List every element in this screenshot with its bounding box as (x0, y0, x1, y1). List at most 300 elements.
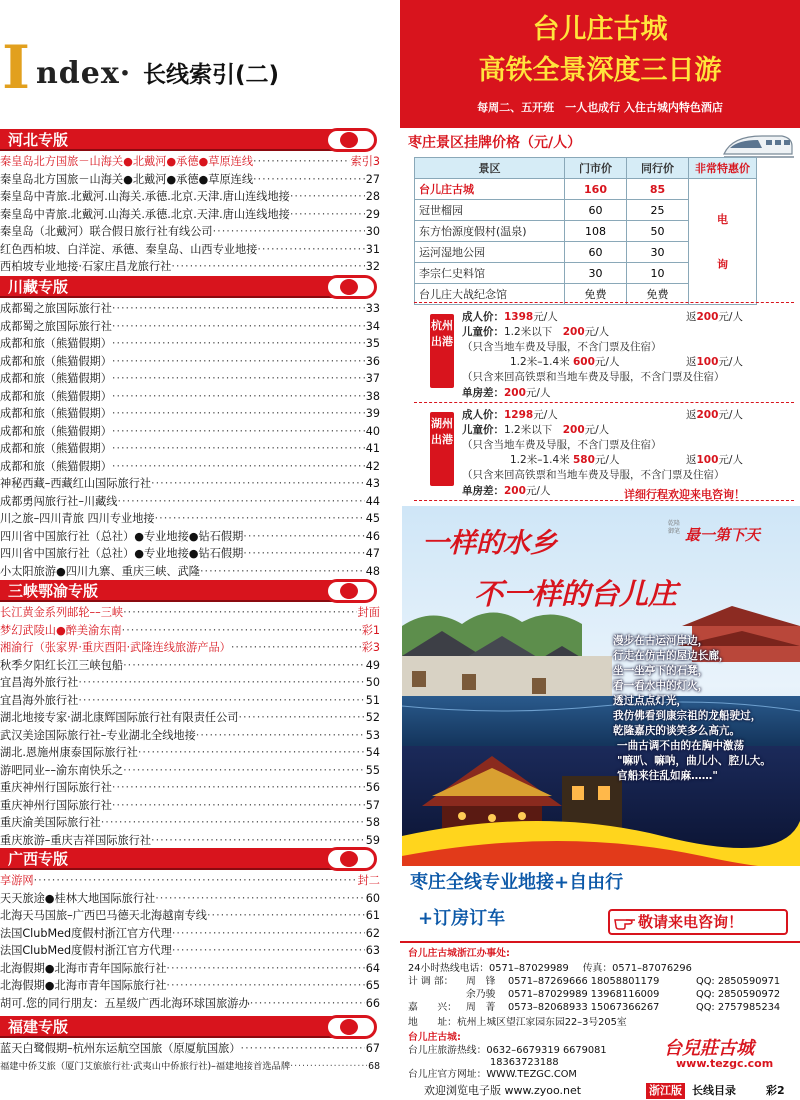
retail-price: 60 (565, 242, 627, 263)
index-entry[interactable] (0, 423, 380, 440)
index-entry[interactable] (0, 353, 380, 370)
index-title-cn: 长线索引(二) (143, 62, 280, 88)
entry-title: 游吧同业––渝东南快乐之 (0, 763, 124, 777)
entry-page: 封面 (357, 606, 380, 619)
index-entry[interactable] (0, 779, 380, 796)
note-a: （只含当地车费及导服，不含门票及住宿） (462, 341, 662, 353)
unit: 元/人 (718, 356, 743, 368)
index-entry[interactable] (0, 171, 380, 188)
index-entry[interactable] (0, 510, 380, 527)
child-price-line-a (462, 423, 609, 437)
child-height-b: 1.2米–1.4米 (510, 356, 570, 368)
entry-page: 51 (365, 693, 380, 707)
official-site (408, 1069, 577, 1081)
entry-title: 湖北地接专家·湖北康辉国际旅行社有限责任公司 (0, 711, 239, 724)
entry-leader (151, 475, 365, 492)
section-dot-icon (340, 851, 358, 867)
hotline-label: 24小时热线电话： (408, 963, 490, 974)
city-hotline (408, 1045, 607, 1057)
entry-page: 索引3 (350, 155, 380, 168)
city-hotline-label: 台儿庄旅游热线： (408, 1045, 487, 1056)
poem-line: 行走在仿古的屋边长廊， (613, 650, 730, 662)
entry-leader (200, 563, 365, 580)
index-entry[interactable] (0, 797, 380, 814)
entry-title: 福建中侨艾旅（厦门艾旅旅行社·武夷山中侨旅行社)–福建地接首选品牌 (0, 1060, 291, 1072)
index-entry[interactable] (0, 657, 380, 674)
single-supplement: 200 (504, 485, 526, 497)
poem-line: 坐一坐亭下的石凳， (613, 665, 709, 677)
unit: 元/人 (718, 311, 743, 323)
index-entry[interactable] (0, 907, 380, 924)
banner-subtitle-main: 高铁全景深度三日游 (478, 55, 722, 86)
entry-title: 秋季夕阳红长江三峡包船 (0, 658, 124, 672)
entry-page: 45 (365, 512, 380, 525)
entry-title: 成都和旅（熊猫假期） (0, 354, 112, 368)
index-word: ndex· (36, 56, 132, 91)
entry-page: 67 (365, 1042, 380, 1055)
entry-leader (290, 206, 365, 223)
entry-title: 重庆旅游–重庆吉祥国际旅行社 (0, 833, 152, 847)
index-entry[interactable] (0, 872, 380, 889)
index-entry[interactable] (0, 545, 380, 562)
calligraphy-stamp: 乾隆御笔 (668, 520, 681, 535)
adult-label: 成人价： (462, 311, 504, 323)
entry-leader (290, 188, 365, 205)
peer-price: 25 (627, 200, 689, 221)
entry-title: 享游网 (0, 874, 34, 887)
index-entry[interactable] (0, 890, 380, 907)
dashed-divider (414, 302, 794, 303)
index-entry[interactable] (0, 388, 380, 405)
unit: 元/人 (533, 311, 558, 323)
entry-leader (112, 353, 365, 370)
scenic-name: 台儿庄大战纪念馆 (415, 284, 565, 305)
index-title (0, 33, 388, 103)
entry-title: 小太阳旅游●四川九寨、重庆三峡、武隆 (0, 564, 200, 578)
entry-title: 天天旅途●桂林大地国际旅行社 (0, 891, 156, 905)
entry-page: 56 (365, 781, 380, 794)
entry-leader (122, 622, 361, 639)
tagline-2: +订房订车 (418, 908, 506, 929)
index-entry[interactable] (0, 188, 380, 205)
entry-title: 四川省中国旅行社（总社）●专业地接●钻石假期 (0, 529, 244, 543)
contact-role: 计 调 部： (408, 976, 454, 987)
scenic-name: 李宗仁史料馆 (415, 263, 565, 284)
entry-title: 成都蜀之旅国际旅行社 (0, 319, 112, 333)
site-url[interactable]: WWW.TEZGC.COM (486, 1069, 577, 1080)
index-entry[interactable] (0, 925, 380, 942)
entry-title: 北海假期●北海市青年国际旅行社 (0, 979, 167, 992)
address-label: 地 址： (408, 1017, 457, 1028)
adult-price-line (462, 408, 792, 422)
unit: 元/人 (533, 409, 558, 421)
index-entry[interactable] (0, 727, 380, 744)
entry-title: 梦幻武陵山●醉美渝东南 (0, 623, 122, 637)
entry-title: 重庆神州行国际旅行社 (0, 798, 112, 812)
retail-price: 30 (565, 263, 627, 284)
entry-page: 35 (365, 337, 380, 350)
entry-leader (166, 960, 364, 977)
departure-tag: 杭州出港 (430, 314, 454, 388)
contact-qq: QQ: 2850590972 (696, 989, 781, 1000)
refund-label: 返 (686, 409, 697, 421)
slogan-line-1: 一样的水乡 (422, 528, 557, 559)
poem-line: "嘛叭、嘛呐，曲儿小、腔儿大。 (617, 755, 771, 767)
brand-logo: 台兒莊古城 (664, 1038, 754, 1059)
entry-page: 53 (365, 728, 380, 742)
brand-url[interactable]: www.tezgc.com (676, 1057, 774, 1070)
unit: 元/人 (594, 454, 620, 466)
hotline-number: 0571–87029989 (489, 963, 569, 974)
child-height-b: 1.2米–1.4米 (510, 454, 570, 466)
entry-page: 37 (365, 372, 380, 385)
entry-page: 55 (365, 763, 380, 777)
section-dot-icon (340, 279, 358, 295)
index-entry[interactable] (0, 153, 380, 170)
entry-title: 蓝天白鹭假期–杭州东运航空国旅（原厦航国旅） (0, 1042, 241, 1055)
peer-price: 30 (627, 242, 689, 263)
edition-badge: 浙江版 (646, 1083, 685, 1099)
entry-page: 68 (368, 1060, 380, 1072)
note-b: （只含来回高铁票和当地车费及导服，不含门票及住宿） (462, 469, 725, 481)
entry-leader (243, 528, 364, 545)
index-entry[interactable] (0, 1058, 380, 1075)
entry-page: 43 (365, 477, 380, 490)
entry-title: 四川省中国旅行社（总社）●专业地接●钻石假期 (0, 547, 244, 560)
entry-title: 神秘西藏–西藏红山国际旅行社 (0, 477, 152, 490)
entry-title: 成都和旅（熊猫假期） (0, 337, 112, 350)
entry-title: 北海假期●北海市青年国际旅行社 (0, 961, 167, 975)
tour-ad (400, 0, 800, 1100)
adult-price: 1298 (504, 409, 534, 421)
page-number: 彩2 (766, 1084, 785, 1097)
entry-page: 62 (365, 926, 380, 940)
entry-leader (138, 744, 365, 761)
index-entry[interactable] (0, 405, 380, 422)
index-entry[interactable] (0, 709, 380, 726)
entry-leader (123, 604, 357, 621)
contact-phone: 0573–82068933 15067366267 (508, 1002, 660, 1013)
entry-page: 52 (365, 711, 380, 724)
column-header: 同行价 (627, 158, 689, 179)
index-entry[interactable] (0, 942, 380, 959)
special-price-call (689, 179, 757, 305)
fax-number: 0571–87076296 (612, 963, 692, 974)
index-entry[interactable] (0, 832, 380, 849)
contact-name: 周 菁 (466, 1002, 496, 1013)
entry-page: 27 (365, 172, 380, 186)
entry-leader (112, 370, 365, 387)
footer-text: 欢迎浏览电子版 www.zyoo.net (424, 1084, 582, 1097)
contact-qq: QQ: 2850590971 (696, 976, 781, 987)
address-value: 杭州上城区望江家园东园22–3号205室 (456, 1017, 627, 1028)
entry-title: 成都和旅（熊猫假期） (0, 442, 112, 455)
entry-leader (151, 832, 365, 849)
entry-title: 重庆渝美国际旅行社 (0, 816, 101, 829)
entry-page: 39 (365, 407, 380, 420)
entry-leader (112, 423, 365, 440)
scenic-name: 运河湿地公园 (415, 242, 565, 263)
child-label: 儿童价： (462, 424, 504, 436)
poem-line: 透过点点灯光， (613, 695, 688, 707)
index-entry[interactable] (0, 692, 380, 709)
contact-qq: QQ: 2757985234 (696, 1002, 781, 1013)
price-table-header (415, 158, 757, 179)
entry-title: 长江黄金系列邮轮––三峡 (0, 606, 124, 619)
scenic-name: 冠世榴园 (415, 200, 565, 221)
single-supplement-line (462, 484, 550, 498)
entry-leader (112, 440, 365, 457)
entry-leader (243, 545, 364, 562)
entry-page: 30 (365, 225, 380, 238)
unit: 元/人 (718, 409, 743, 421)
index-entry[interactable] (0, 241, 380, 258)
column-header: 门市价 (565, 158, 627, 179)
entry-leader (239, 709, 365, 726)
entry-leader (241, 1040, 365, 1057)
poem-line: 一曲古调不由的在胸中激荡 (617, 740, 745, 752)
consult-badge: 敬请来电咨询！ (608, 909, 788, 935)
entry-leader (253, 171, 365, 188)
index-entry[interactable] (0, 977, 380, 994)
entry-leader (123, 657, 365, 674)
entry-title: 湘渝行（张家界·重庆酉阳·武隆连线旅游产品） (0, 641, 231, 654)
entry-title: 秦皇岛北方国旅－山海关●北戴河●承德●草原连线 (0, 172, 254, 186)
entry-page: 63 (365, 944, 380, 957)
scenic-name: 东方怡源度假村(温泉) (415, 221, 565, 242)
hotline (408, 963, 692, 975)
entry-leader (171, 258, 364, 275)
section-dot-icon (340, 132, 358, 148)
entry-page: 42 (365, 459, 380, 473)
child-height-a: 1.2米以下 (504, 326, 553, 338)
entry-page: 32 (365, 260, 380, 273)
index-entry[interactable] (0, 622, 380, 639)
office-address (408, 1017, 627, 1029)
entry-page: 44 (365, 494, 380, 508)
entry-leader (290, 1058, 367, 1075)
adult-refund-value: 200 (696, 409, 719, 421)
child-price-line-b (510, 453, 788, 467)
departure-tag: 湖州出港 (430, 412, 454, 486)
price-row (415, 179, 757, 200)
entry-leader (78, 674, 364, 691)
entry-title: 成都和旅（熊猫假期） (0, 407, 112, 420)
entry-leader (207, 907, 365, 924)
call-char-2: 询 (717, 257, 728, 271)
entry-page: 34 (365, 319, 380, 333)
index-initial: I (2, 33, 31, 103)
unit: 元/人 (594, 356, 620, 368)
adult-price-line (462, 310, 792, 324)
contact-role: 嘉 兴： (408, 1002, 457, 1013)
fax-label: 传真： (582, 963, 613, 974)
entry-title: 秦皇岛中青旅.北戴河.山海关.承德.北京.天津.唐山连线地接 (0, 207, 290, 221)
entry-leader (112, 405, 365, 422)
child-height-a: 1.2米以下 (504, 424, 553, 436)
slogan-line-2: 不一样的台儿庄 (474, 577, 678, 611)
poem-line: 乾隆嘉庆的谈笑多么高亢。 (613, 725, 741, 737)
price-heading: 枣庄景区挂牌价格（元/人） (408, 135, 582, 151)
index-entry[interactable] (0, 318, 380, 335)
peer-price: 85 (627, 179, 689, 200)
adult-refund (686, 310, 743, 324)
index-entry[interactable] (0, 563, 380, 580)
section-title: 三峡鄂渝专版 (8, 582, 99, 600)
entry-page: 48 (365, 564, 380, 578)
entry-page: 28 (365, 190, 380, 203)
scenic-name: 台儿庄古城 (415, 179, 565, 200)
child-refund (686, 355, 743, 369)
index-entry[interactable] (0, 335, 380, 352)
site-label: 台儿庄官方网址： (408, 1069, 487, 1080)
child-price-b: 580 (573, 454, 595, 466)
entry-page: 49 (365, 658, 380, 672)
section-header (0, 848, 380, 870)
pointing-hand-icon (614, 914, 636, 930)
entry-page: 57 (365, 798, 380, 812)
section-title: 川藏专版 (8, 278, 69, 296)
index-entry[interactable] (0, 458, 380, 475)
poem-line: 我仿佛看到康宗祖的龙船驶过， (613, 710, 762, 722)
index-entry[interactable] (0, 370, 380, 387)
child-price-line-b (510, 355, 788, 369)
entry-page: 封二 (357, 874, 380, 887)
entry-title: 红色西柏坡、白洋淀、承德、秦皇岛、山西专业地接 (0, 242, 258, 256)
entry-leader (112, 300, 365, 317)
section-header (0, 580, 380, 602)
index-entry[interactable] (0, 528, 380, 545)
entry-title: 法国ClubMed度假村浙江官方代理 (0, 926, 172, 940)
entry-page: 59 (365, 833, 380, 847)
index-entry[interactable] (0, 814, 380, 831)
entry-page: 46 (365, 529, 380, 543)
unit: 元/人 (718, 454, 743, 466)
entry-leader (112, 388, 365, 405)
section-title: 河北专版 (8, 131, 69, 149)
entry-leader (34, 872, 357, 889)
entry-title: 胡可.您的同行朋友：五星级广西北海环球国旅游办 (0, 996, 250, 1010)
entry-leader (172, 925, 365, 942)
entry-leader (123, 762, 365, 779)
entry-title: 宜昌海外旅行社 (0, 693, 79, 707)
index-entry[interactable] (0, 604, 380, 621)
retail-price: 免费 (565, 284, 627, 305)
section-header (0, 1016, 380, 1038)
section-dot-icon (340, 583, 358, 599)
index-entry[interactable] (0, 493, 380, 510)
index-entry[interactable] (0, 762, 380, 779)
entry-page: 50 (365, 676, 380, 689)
index-entry[interactable] (0, 674, 380, 691)
index-entry[interactable] (0, 639, 380, 656)
entry-leader (155, 510, 365, 527)
single-supplement: 200 (504, 387, 526, 399)
entry-title: 川之旅–四川青旅 四川专业地接 (0, 512, 155, 525)
footer-section: 长线目录 (692, 1084, 736, 1097)
price-table (414, 157, 757, 305)
child-price-a: 200 (562, 326, 585, 338)
child-price-line-a (462, 325, 609, 339)
entry-title: 成都和旅（熊猫假期） (0, 389, 112, 403)
city-mobile: 18363723188 (490, 1057, 559, 1068)
peer-price: 10 (627, 263, 689, 284)
unit: 元/人 (525, 485, 551, 497)
child-price-b: 600 (573, 356, 595, 368)
index-entry[interactable] (0, 995, 380, 1012)
entry-page: 33 (365, 302, 380, 315)
city-hotline-number: 0632–6679319 6679081 (486, 1045, 607, 1056)
entry-leader (112, 779, 365, 796)
index-entry[interactable] (0, 300, 380, 317)
entry-page: 61 (365, 909, 380, 922)
entry-title: 成都和旅（熊猫假期） (0, 424, 112, 438)
entry-title: 成都和旅（熊猫假期） (0, 459, 112, 473)
entry-leader (78, 692, 364, 709)
entry-page: 58 (365, 816, 380, 829)
ad-banner (400, 0, 800, 128)
entry-page: 54 (365, 746, 380, 759)
entry-page: 31 (365, 242, 380, 256)
entry-title: 法国ClubMed度假村浙江官方代理 (0, 944, 172, 957)
page-footer (416, 1082, 800, 1100)
index-entry[interactable] (0, 258, 380, 275)
poem-line: 官船来往乱如麻……" (617, 770, 718, 782)
city-heading: 台儿庄古城: (408, 1032, 461, 1043)
single-supplement-line (462, 386, 550, 400)
contact-phone: 0571–87029989 13968116009 (508, 989, 660, 1000)
contact-name: 周 锋 (466, 976, 496, 987)
index-entry[interactable] (0, 223, 380, 240)
retail-price: 60 (565, 200, 627, 221)
entry-leader (112, 458, 365, 475)
entry-leader (166, 977, 364, 994)
entry-leader (172, 942, 365, 959)
index-entry[interactable] (0, 475, 380, 492)
poem-line: 漫步在古运河岸边， (613, 635, 709, 647)
child-refund-value: 100 (696, 356, 719, 368)
refund-label: 返 (686, 356, 697, 368)
call-char-1: 电 (717, 212, 728, 226)
unit: 元/人 (584, 326, 610, 338)
entry-title: 宜昌海外旅行社 (0, 676, 79, 689)
retail-price: 108 (565, 221, 627, 242)
contact-phone: 0571–87269666 18058801179 (508, 976, 660, 987)
entry-page: 36 (365, 354, 380, 368)
child-refund (686, 453, 743, 467)
peer-price: 50 (627, 221, 689, 242)
index-entry[interactable] (0, 1040, 380, 1057)
note-a: （只含当地车费及导服，不含门票及住宿） (462, 439, 662, 451)
entry-leader (101, 814, 365, 831)
adult-price: 1398 (504, 311, 534, 323)
detail-note: 详细行程欢迎来电咨询！ (624, 488, 745, 501)
child-price-a: 200 (562, 424, 585, 436)
index-entry[interactable] (0, 744, 380, 761)
index-entry[interactable] (0, 440, 380, 457)
index-entry[interactable] (0, 960, 380, 977)
entry-page: 彩1 (361, 623, 380, 637)
entry-page: 66 (365, 996, 380, 1010)
dashed-divider (414, 402, 794, 403)
office-heading: 台儿庄古城浙江办事处: (408, 948, 510, 959)
entry-leader (213, 223, 365, 240)
single-label: 单房差： (462, 485, 504, 497)
index-entry[interactable] (0, 206, 380, 223)
adult-label: 成人价： (462, 409, 504, 421)
entry-page: 40 (365, 424, 380, 438)
index-column (0, 0, 388, 1100)
